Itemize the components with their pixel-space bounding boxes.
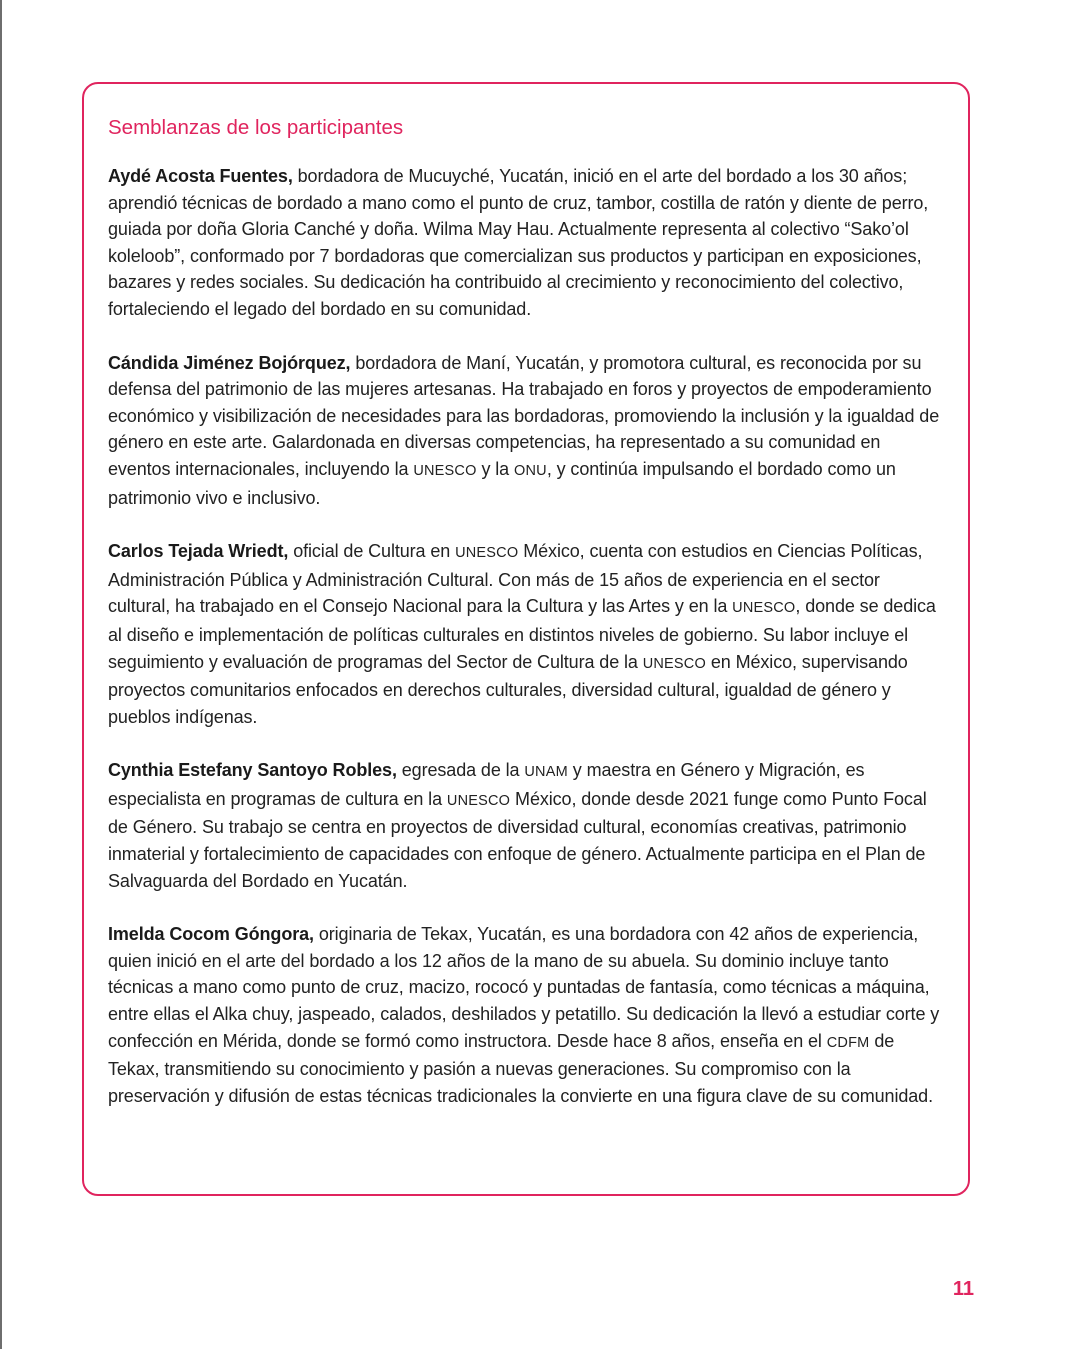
bio-text: en México, supervisando proyectos comunitarios enfocados en derechos culturales, diversidad cultural, igualdad de género y pueblos indígenas. [108,651,908,727]
bio-santoyo [108,757,944,894]
bio-cocom [108,921,944,1109]
bio-name: Carlos Tejada Wriedt, [108,541,289,562]
bio-text: oficial de Cultura en [288,541,456,562]
bio-text: egresada de la [396,760,525,781]
bio-name: Cynthia Estefany Santoyo Robles, [108,760,397,781]
bio-abbreviation: UNAM [524,764,568,781]
bio-name: Aydé Acosta Fuentes, [108,166,293,186]
bio-text: , y continúa impulsando el bordado como un patrimonio vivo e inclusivo. [108,458,896,508]
bio-abbreviation: UNESCO [642,655,706,672]
bio-text: y maestra en Género y Migración, es especialista en programas de cultura en la [108,760,865,809]
page-edge-line [0,0,2,1349]
bio-acosta [108,163,944,323]
page-number: 11 [952,1278,974,1300]
bio-text: originaria de Tekax, Yucatán, es una bordadora con 42 años de experiencia, quien inició en el arte del bordado a los 12 años de la mano de su abuela. Su dominio incluye tanto técnicas a mano como punto de cruz, macizo, rococó y puntadas de fantasía, como técnicas a máquina, entre ellas el Alka chuy, jaspeado, calados, deshilados y petatillo. Su dedicación la llevó a estudiar corte y confección en Mérida, donde se formó como instructora. Desde hace 8 años, enseña en el [108,924,940,1051]
bio-abbreviation: UNESCO [732,600,796,617]
bio-abbreviation: UNESCO [413,462,477,479]
bio-text: México, cuenta con estudios en Ciencias Políticas, Administración Pública y Administración Cultural. Con más de 15 años de experiencia en el sector cultural, ha trabajado en el Consejo Nacional para la Cultura y las Artes y en la [108,541,923,617]
bio-name: Imelda Cocom Góngora, [108,924,314,945]
bio-text: México, donde desde 2021 funge como Punto Focal de Género. Su trabajo se centra en proyectos de diversidad cultural, economías creativas, patrimonio inmaterial y fortalecimiento de capacidades con enfoque de género. Actualmente participa en el Plan de Salvaguarda del Bordado en Yucatán. [108,788,927,891]
bio-text: bordadora de Maní, Yucatán, y promotora cultural, es reconocida por su defensa del patrimonio de las mujeres artesanas. Ha trabajado en foros y proyectos de empoderamiento económico y visibilización de necesidades para las bordadoras, promoviendo la inclusión y la igualdad de género en este arte. Galardonada en diversas competencias, ha representado a su comunidad en eventos internacionales, incluyendo la [108,352,940,479]
bio-tejada [108,538,944,730]
bio-jimenez [108,350,944,512]
section-title: Semblanzas de los participantes [108,116,404,139]
bio-abbreviation: UNESCO [446,792,511,809]
bio-text: y la [476,458,514,479]
bio-name: Cándida Jiménez Bojórquez, [108,352,351,373]
bio-text: de Tekax, transmitiendo su conocimiento y pasión a nuevas generaciones. Su compromiso con la preservación y difusión de estas técnicas tradicionales la convierte en una figura clave de su comunidad. [108,1030,933,1106]
bio-abbreviation: CDFM [826,1034,870,1051]
bio-abbreviation: UNESCO [455,545,519,562]
bio-abbreviation: ONU [513,462,547,479]
bio-text: bordadora de Mucuyché, Yucatán, inició en el arte del bordado a los 30 años; aprendió técnicas de bordado a mano como el punto de cruz, tambor, costilla de ratón y diente de perro, guiada por doña Gloria Canché y doña. Wilma May Hau. Actualmente representa al colectivo “Sako’ol koleloob”, conformado por 7 bordadoras que comercializan sus productos y participan en exposiciones, bazares y redes sociales. Su dedicación ha contribuido al crecimiento y reconocimiento del colectivo, fortaleciendo el legado del bordado en su comunidad. [108,166,929,319]
bios-box [82,82,970,1196]
bio-text: , donde se dedica al diseño e implementación de políticas culturales en distintos niveles de gobierno. Su labor incluye el seguimiento y evaluación de programas del Sector de Cultura de la [108,596,936,672]
